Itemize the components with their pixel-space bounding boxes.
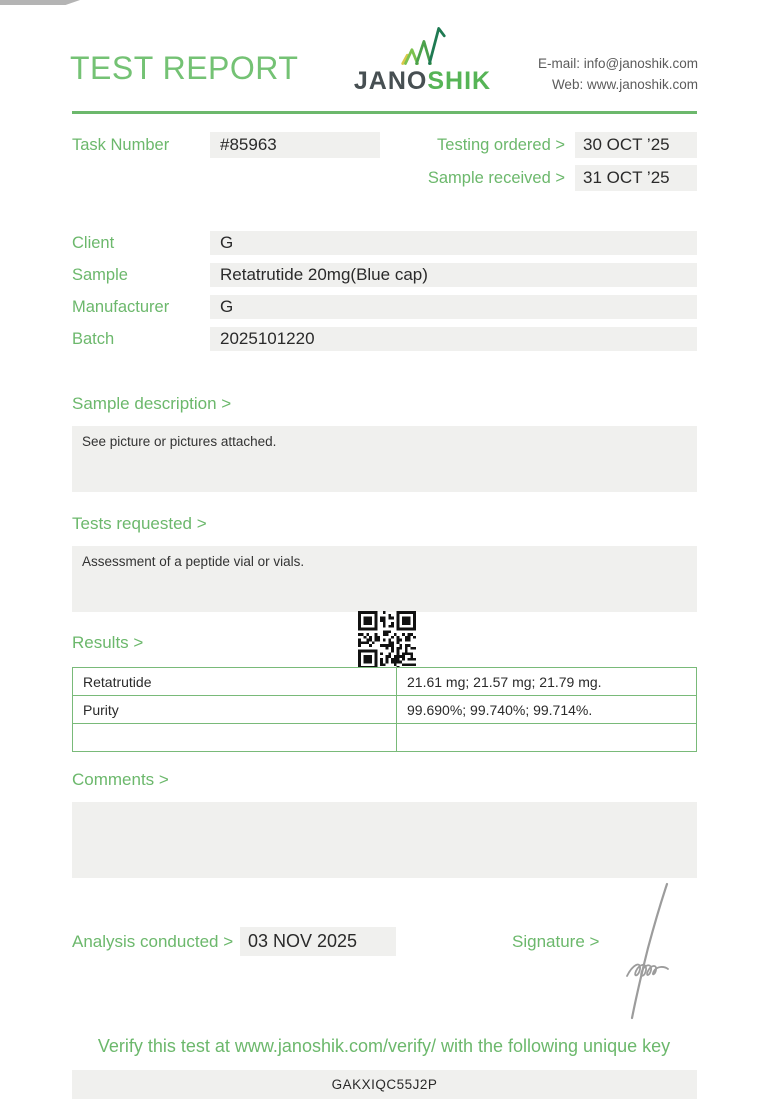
sample-description-box: See picture or pictures attached. [72,426,697,492]
client-value: G [210,231,697,255]
contact-email: E-mail: info@janoshik.com [537,56,698,71]
analysis-conducted-label: Analysis conducted > [72,932,234,951]
contact-web: Web: www.janoshik.com [551,76,698,92]
logo-text-dark: JANO [353,67,428,95]
testing-ordered-value: 30 OCT ’25 [575,132,697,158]
detail-row-batch [72,327,697,351]
manufacturer-value: G [210,295,697,319]
sample-description-heading: Sample description > [72,394,232,413]
client-label: Client [72,234,115,252]
results-heading: Results > [72,633,144,652]
result-value: 21.61 mg; 21.57 mg; 21.79 mg. [397,668,697,696]
detail-row-manufacturer [72,295,697,319]
sample-received-value: 31 OCT ’25 [575,165,697,191]
comments-heading: Comments > [72,770,169,789]
batch-value: 2025101220 [210,327,697,351]
task-number-value: #85963 [210,132,380,158]
signature-label: Signature > [512,932,600,951]
testing-ordered-label: Testing ordered > [437,136,565,154]
growth-chart-icon [393,22,453,70]
comments-box [72,802,697,878]
result-name [73,724,397,752]
detail-row-sample [72,263,697,287]
batch-label: Batch [72,330,115,348]
detail-row-client [72,231,697,255]
sample-received-label: Sample received > [427,169,565,187]
page-title: TEST REPORT [70,50,299,86]
tests-requested-box: Assessment of a peptide vial or vials. [72,546,697,612]
contact-block [538,54,698,96]
results-table [72,667,697,752]
tests-requested-heading: Tests requested > [72,514,207,533]
sample-label: Sample [72,266,128,284]
result-name: Purity [73,696,397,724]
table-row [73,668,697,696]
table-row [73,696,697,724]
details-list [72,231,697,359]
sample-value: Retatrutide 20mg(Blue cap) [210,263,697,287]
result-value [397,724,697,752]
result-name: Retatrutide [73,668,397,696]
signature-scribble [605,878,695,1023]
logo-wordmark [330,67,515,96]
result-value: 99.690%; 99.740%; 99.714%. [397,696,697,724]
unique-key-value: GAKXIQC55J2P [72,1070,697,1099]
task-number-label: Task Number [72,136,170,154]
janoshik-logo [330,22,515,96]
header-divider [72,111,697,114]
table-row [73,724,697,752]
logo-text-green: SHIK [427,67,492,95]
verify-instruction: Verify this test at www.janoshik.com/verify/ with the following unique key [97,1036,671,1056]
qr-code [358,611,416,669]
manufacturer-label: Manufacturer [72,298,170,316]
analysis-date-value: 03 NOV 2025 [240,927,396,956]
page-corner-sliver [0,0,80,5]
